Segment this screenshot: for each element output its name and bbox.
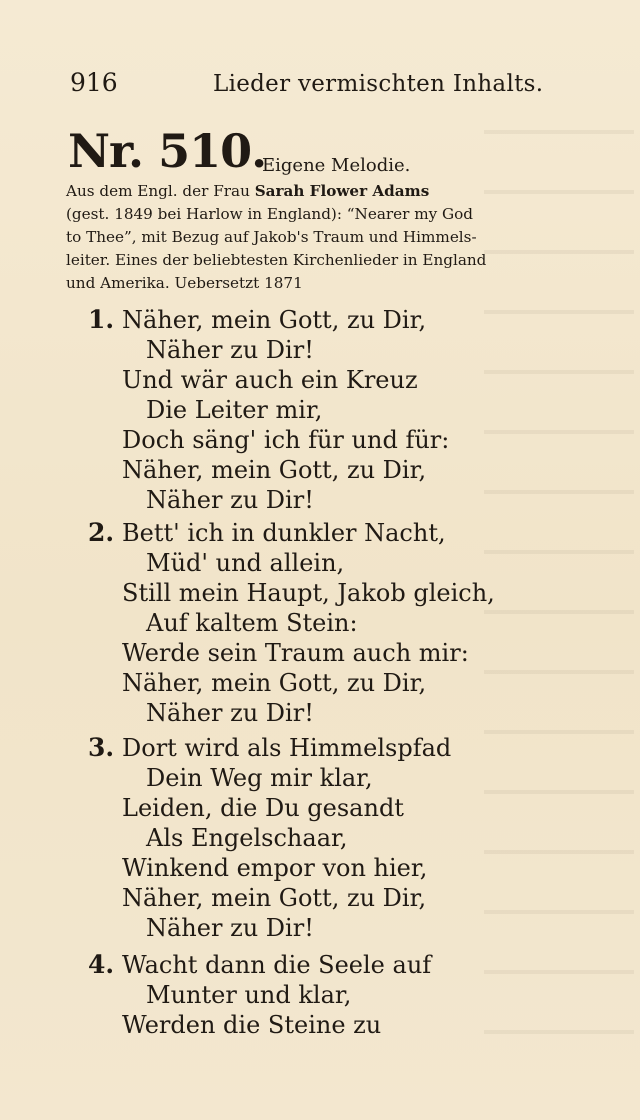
verse-line: Die Leiter mir, [146, 396, 323, 424]
stanza-lines [122, 733, 451, 943]
running-head: Lieder vermischten Inhalts. [213, 71, 544, 97]
verse-line: Leiden, die Du gesandt [122, 794, 404, 822]
verse-line: Und wär auch ein Kreuz [122, 366, 418, 394]
verse-line: Auf kaltem Stein: [146, 609, 358, 637]
verse-line: Näher, mein Gott, zu Dir, [122, 456, 427, 484]
stanza-number: 4. [88, 950, 115, 979]
verse-line: Müd' und allein, [146, 549, 345, 577]
verse-line: Näher, mein Gott, zu Dir, [122, 884, 427, 912]
author-name: Sarah Flower Adams [254, 182, 430, 200]
stanza-lines [122, 518, 495, 728]
verse-line: Näher, mein Gott, zu Dir, [122, 306, 427, 334]
verse-line: Näher, mein Gott, zu Dir, [122, 669, 427, 697]
verse-line: Näher zu Dir! [146, 914, 314, 942]
verse-line: Munter und klar, [146, 981, 352, 1009]
verse-line: Dort wird als Himmelspfad [122, 734, 452, 762]
stanza-number: 3. [88, 733, 115, 762]
verse-line: Bett' ich in dunkler Nacht, [122, 519, 446, 547]
verse-line: Still mein Haupt, Jakob gleich, [122, 579, 495, 607]
melody-note: Eigene Melodie. [262, 155, 411, 176]
stanza-lines [122, 305, 449, 515]
verse-line: Werden die Steine zu [122, 1011, 382, 1039]
source-text: Aus dem Engl. der Frau [66, 182, 255, 200]
verse-line: Winkend empor von hier, [122, 854, 428, 882]
source-note [66, 180, 626, 295]
source-line [66, 180, 626, 203]
verse-line: Dein Weg mir klar, [146, 764, 373, 792]
verse-line: Als Engelschaar, [146, 824, 348, 852]
source-line: leiter. Eines der beliebtesten Kirchenlieder in England [66, 251, 487, 269]
source-line: und Amerika. Uebersetzt 1871 [66, 274, 303, 292]
page-header [70, 66, 592, 106]
verse-line: Näher zu Dir! [146, 336, 314, 364]
stanza-number: 1. [88, 305, 115, 334]
source-line: to Thee”, mit Bezug auf Jakob's Traum und Himmels- [66, 228, 477, 246]
verse-line: Näher zu Dir! [146, 699, 314, 727]
verse-line: Näher zu Dir! [146, 486, 314, 514]
hymn-number: Nr. 510. [68, 124, 267, 178]
verse-line: Werde sein Traum auch mir: [122, 639, 469, 667]
stanza-lines [122, 950, 431, 1040]
page-number: 916 [70, 68, 118, 97]
verse-line: Wacht dann die Seele auf [122, 951, 432, 979]
verse-line: Doch säng' ich für und für: [122, 426, 450, 454]
source-line: (gest. 1849 bei Harlow in England): “Nearer my God [66, 205, 474, 223]
stanza-number: 2. [88, 518, 115, 547]
